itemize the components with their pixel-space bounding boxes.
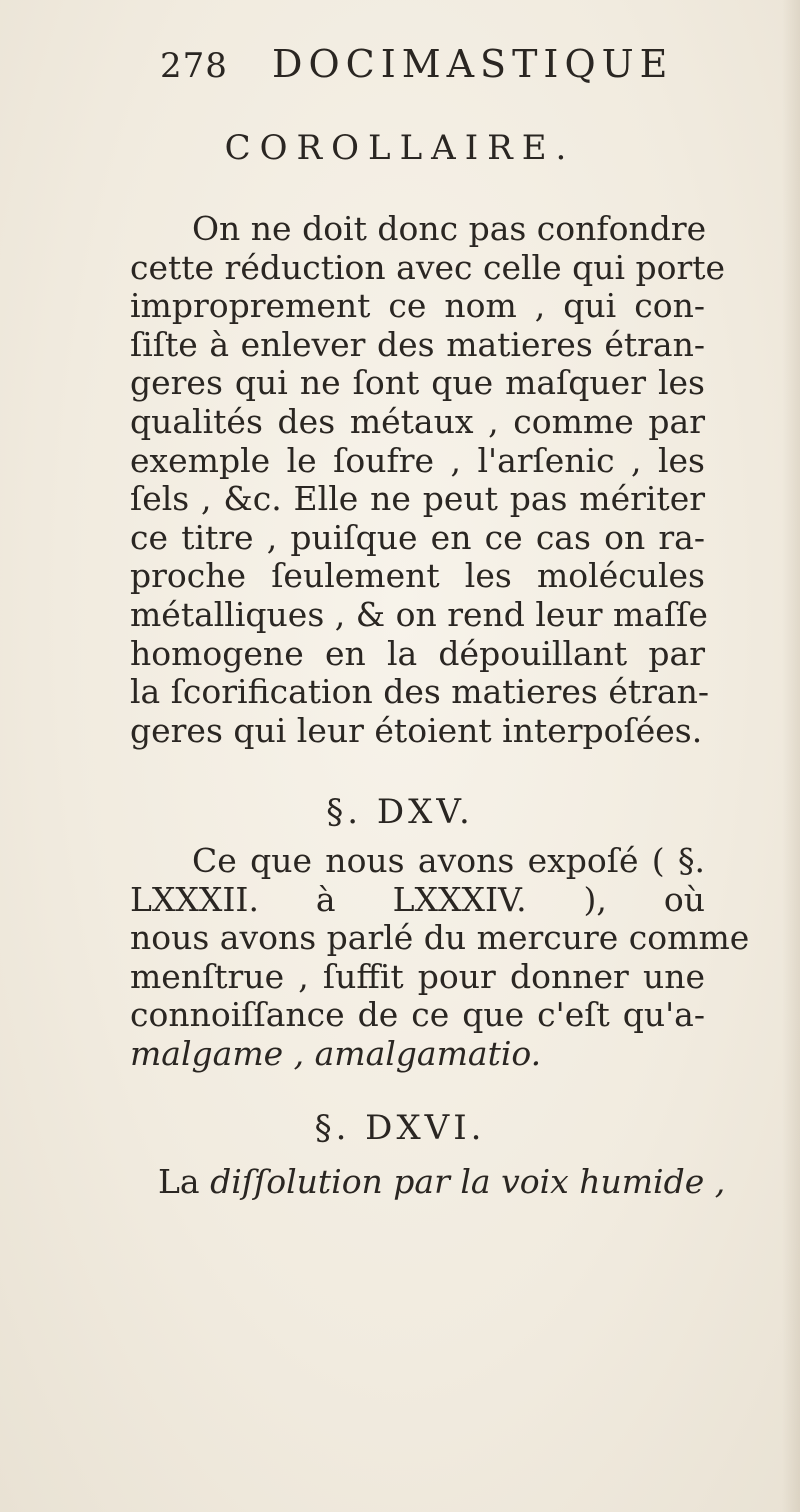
page-number: 278 — [160, 46, 228, 86]
text-line: geres qui ne ſont que maſquer les — [130, 363, 705, 403]
text-line: LXXXII. à LXXXIV. ), où — [130, 879, 705, 919]
text-line: homogene en la dépouillant par — [130, 633, 705, 673]
text-line: proche ſeulement les molécules — [130, 556, 705, 596]
running-header — [160, 42, 680, 102]
text-line: On ne doit donc pas confondre — [192, 209, 707, 248]
text-line: cette réduction avec celle qui porte — [130, 247, 726, 287]
text-line: connoiſſance de ce que c'eſt qu'a- — [130, 995, 705, 1035]
text-line: ſels , &c. Elle ne peut pas mériter — [130, 479, 705, 519]
catchline — [158, 1162, 726, 1201]
catchline-italic: diſſolution par la voix humide , — [210, 1162, 726, 1201]
paragraph-number: §. DXVI. — [314, 1108, 486, 1148]
paragraph-dxv — [130, 841, 750, 1074]
paragraph-corollaire — [130, 209, 726, 750]
text-line: improprement ce nom , qui con- — [130, 286, 705, 326]
text-line: exemple le ſoufre , l'arſenic , les — [130, 440, 705, 480]
text-line: métalliques , & on rend leur maſſe — [130, 594, 708, 634]
text-line: ce titre , puiſque en ce cas on ra- — [130, 517, 705, 557]
section-title: COROLLAIRE. — [224, 128, 576, 168]
text-line: ſiſte à enlever des matieres étran- — [130, 324, 705, 364]
paragraph-number: §. DXV. — [326, 792, 474, 832]
text-line: geres qui leur étoient interpoſées. — [130, 710, 703, 750]
text-line: nous avons parlé du mercure comme — [130, 918, 750, 958]
text-line: Ce que nous avons expoſé ( §. — [192, 841, 705, 880]
text-line: qualités des métaux , comme par — [130, 401, 705, 441]
running-title: DOCIMASTIQUE — [272, 42, 674, 86]
text-line: la ſcorification des matieres étran- — [130, 672, 709, 712]
text-line: menſtrue , ſuffit pour donner une — [130, 956, 705, 996]
catchline-lead: La — [158, 1162, 200, 1201]
italic-text-line: malgame , amalgamatio. — [130, 1033, 542, 1073]
page-edge-shadow — [782, 0, 800, 1512]
